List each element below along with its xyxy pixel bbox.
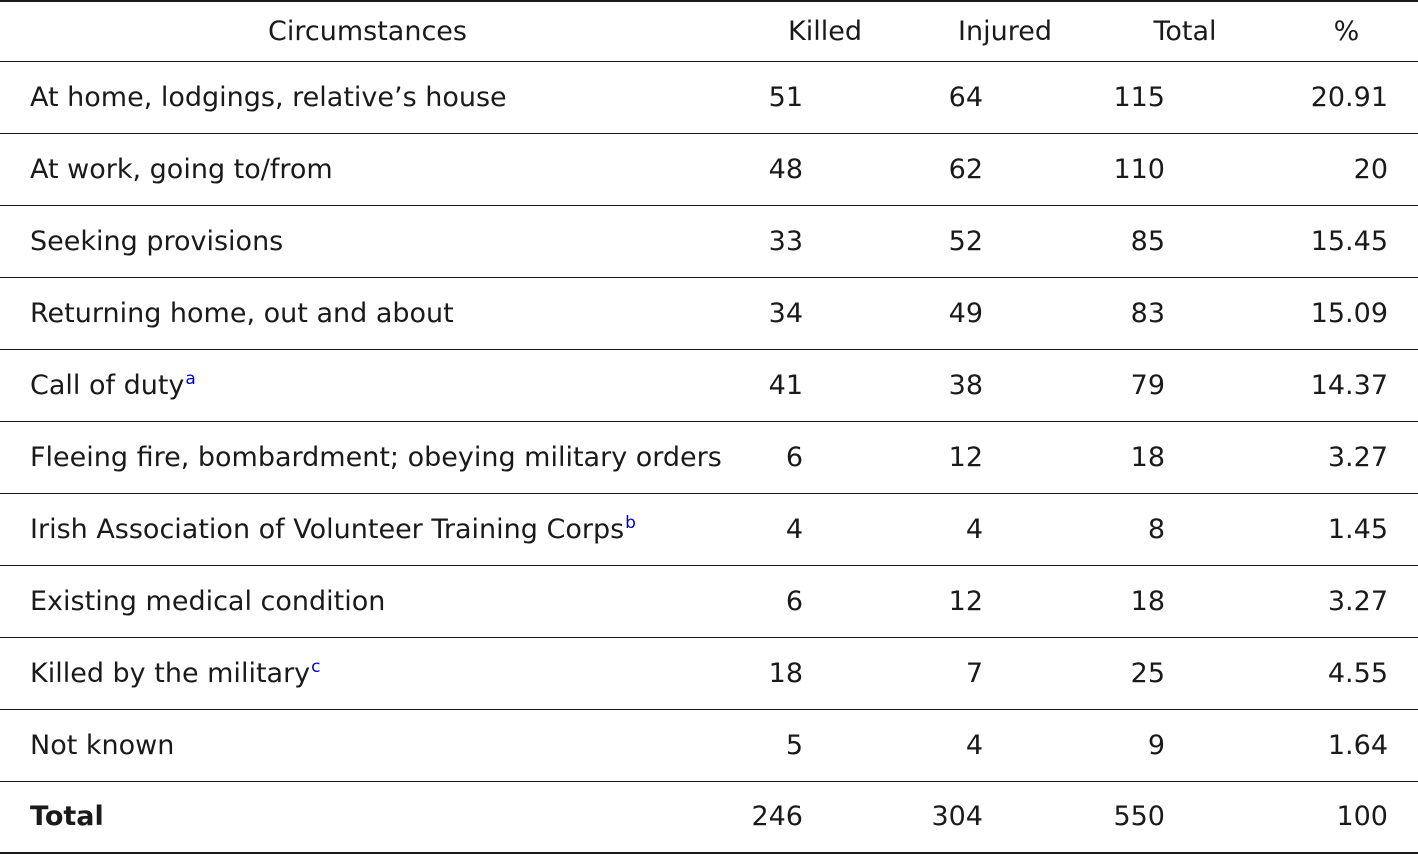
row-percent: 3.27 [1327, 585, 1388, 617]
row-circumstance [0, 349, 735, 421]
header-injured: Injured [958, 15, 1052, 47]
total-injured: 304 [931, 801, 983, 833]
header-killed: Killed [788, 15, 862, 47]
row-killed: 51 [768, 81, 803, 113]
row-percent: 3.27 [1327, 441, 1388, 473]
row-injured: 62 [948, 153, 983, 185]
row-circumstance-label: Irish Association of Volunteer Training Corps [30, 514, 625, 545]
table-row [0, 709, 1418, 781]
table-row [0, 61, 1418, 133]
row-circumstance-label: At home, lodgings, relative’s house [30, 81, 507, 113]
total-label: Total [30, 801, 104, 833]
row-circumstance-label: At work, going to/from [30, 153, 333, 185]
row-total: 83 [1130, 297, 1165, 329]
row-circumstance-label: Killed by the military [30, 658, 311, 689]
table-body [0, 61, 1418, 853]
row-circumstance [0, 421, 735, 493]
total-killed: 246 [751, 801, 803, 833]
row-total: 115 [1113, 81, 1165, 113]
row-circumstance [0, 565, 735, 637]
row-total: 18 [1130, 585, 1165, 617]
header-circumstances: Circumstances [268, 15, 467, 47]
table-row-total [0, 781, 1418, 853]
row-circumstance-label: Fleeing fire, bombardment; obeying military orders [30, 441, 722, 473]
row-total: 85 [1130, 225, 1165, 257]
row-circumstance-label: Call of duty [30, 370, 185, 401]
row-total: 9 [1147, 729, 1165, 761]
footnote-link[interactable]: c [311, 657, 321, 677]
table-row [0, 349, 1418, 421]
row-percent: 1.64 [1327, 729, 1388, 761]
table-row [0, 493, 1418, 565]
row-killed: 6 [785, 585, 803, 617]
row-percent: 14.37 [1310, 369, 1388, 401]
row-circumstance [0, 61, 735, 133]
table-row [0, 205, 1418, 277]
row-circumstance-label: Seeking provisions [30, 225, 284, 257]
table-header [0, 1, 1418, 61]
total-total: 550 [1113, 801, 1165, 833]
row-killed: 41 [768, 369, 803, 401]
row-circumstance [0, 637, 735, 709]
row-total: 8 [1147, 513, 1165, 545]
row-percent: 15.09 [1310, 297, 1388, 329]
header-percent: % [1333, 15, 1360, 47]
row-circumstance-label: Returning home, out and about [30, 297, 454, 329]
row-circumstance [0, 133, 735, 205]
row-killed: 34 [768, 297, 803, 329]
row-circumstance [0, 493, 735, 565]
row-circumstance [0, 205, 735, 277]
row-percent: 4.55 [1327, 657, 1388, 689]
row-killed: 18 [768, 657, 803, 689]
header-total: Total [1153, 15, 1217, 47]
row-percent: 15.45 [1310, 225, 1388, 257]
table-row [0, 637, 1418, 709]
row-injured: 12 [948, 585, 983, 617]
row-injured: 64 [948, 81, 983, 113]
row-killed: 6 [785, 441, 803, 473]
row-circumstance [0, 277, 735, 349]
table-row [0, 565, 1418, 637]
row-killed: 5 [785, 729, 803, 761]
total-percent: 100 [1336, 801, 1388, 833]
row-injured: 12 [948, 441, 983, 473]
row-total: 110 [1113, 153, 1165, 185]
row-killed: 48 [768, 153, 803, 185]
footnote-link[interactable]: a [185, 369, 196, 389]
row-injured: 4 [965, 729, 983, 761]
footnote-link[interactable]: b [625, 513, 636, 533]
row-injured: 52 [948, 225, 983, 257]
row-killed: 4 [785, 513, 803, 545]
row-total: 79 [1130, 369, 1165, 401]
row-injured: 7 [965, 657, 983, 689]
row-circumstance-label: Existing medical condition [30, 585, 386, 617]
row-killed: 33 [768, 225, 803, 257]
row-total: 18 [1130, 441, 1165, 473]
row-injured: 38 [948, 369, 983, 401]
row-injured: 49 [948, 297, 983, 329]
header-row [0, 1, 1418, 61]
row-circumstance [0, 709, 735, 781]
table-row [0, 421, 1418, 493]
row-circumstance-label: Not known [30, 729, 175, 761]
row-percent: 20 [1353, 153, 1388, 185]
row-percent: 1.45 [1327, 513, 1388, 545]
row-total: 25 [1130, 657, 1165, 689]
table-row [0, 133, 1418, 205]
table-row [0, 277, 1418, 349]
row-percent: 20.91 [1310, 81, 1388, 113]
row-injured: 4 [965, 513, 983, 545]
